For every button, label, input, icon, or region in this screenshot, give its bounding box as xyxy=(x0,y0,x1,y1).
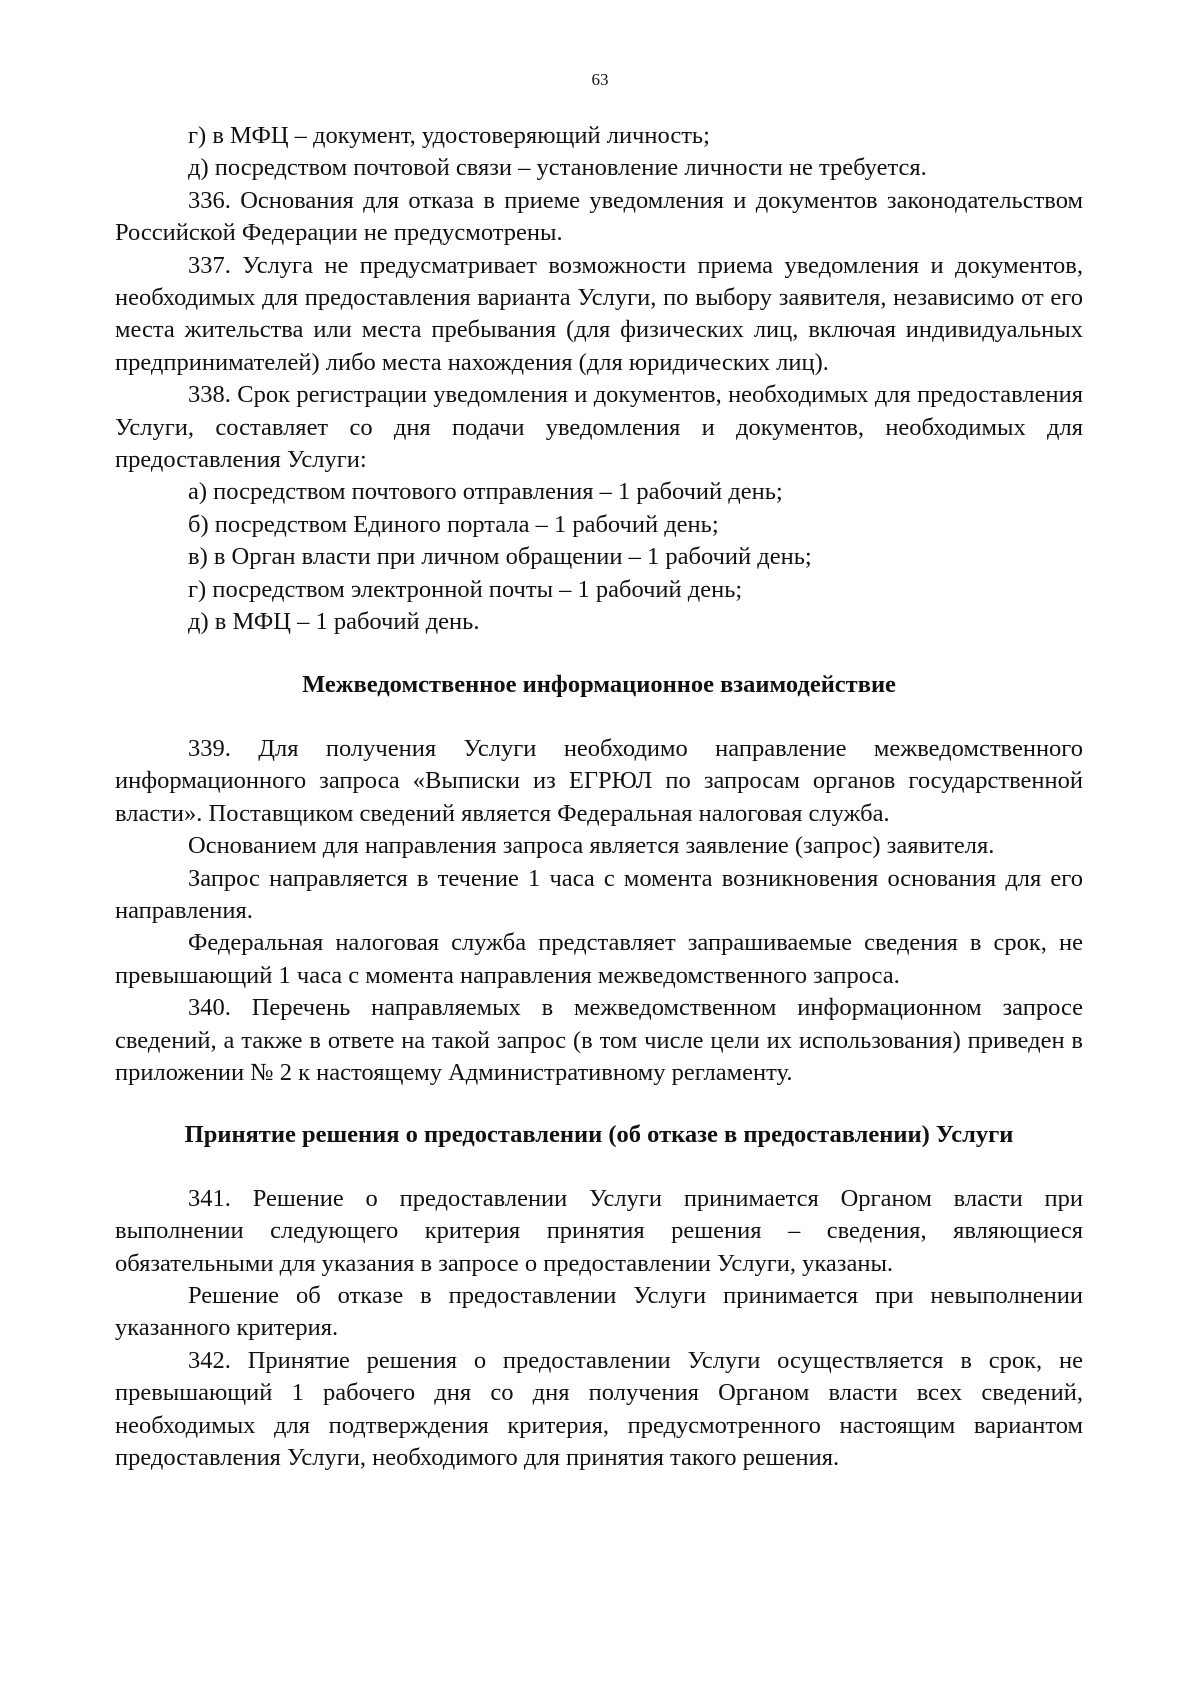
list-item-a: а) посредством почтового отправления – 1 рабочий день; xyxy=(188,478,783,506)
list-item-d: д) в МФЦ – 1 рабочий день. xyxy=(188,608,480,636)
list-item-g: г) посредством электронной почты – 1 рабочий день; xyxy=(188,575,743,603)
section-heading-decision: Принятие решения о предоставлении (об отказе в предоставлении) Услуги xyxy=(184,1121,1014,1149)
paragraph-identity-post: д) посредством почтовой связи – установление личности не требуется. xyxy=(188,154,927,182)
list-item-v: в) в Орган власти при личном обращении – 1 рабочий день; xyxy=(188,543,812,571)
paragraph-identity-mfc: г) в МФЦ – документ, удостоверяющий личность; xyxy=(188,122,710,149)
section-heading-interagency: Межведомственное информационное взаимодействие xyxy=(302,670,896,698)
page-number: 63 xyxy=(591,70,609,89)
paragraph-340: 340. Перечень направляемых в межведомственном информационном запросе сведений, а также в ответе на такой запрос (в том числе цели их использования) приведен в приложении № 2 к настоящему Административному регламенту. xyxy=(115,994,1083,1086)
paragraph-336: 336. Основания для отказа в приеме уведомления и документов законодательством Российской Федерации не предусмотрены. xyxy=(115,186,1083,247)
paragraph-342: 342. Принятие решения о предоставлении Услуги осуществляется в срок, не превышающий 1 рабочего дня со дня получения Органом власти всех сведений, необходимых для подтверждения критерия, предусмотренного настоящим вариантом предоставления Услуги, необходимого для принятия такого решения. xyxy=(115,1346,1083,1472)
paragraph-341: 341. Решение о предоставлении Услуги принимается Органом власти при выполнении следующего критерия принятия решения – сведения, являющиеся обязательными для указания в запросе о предоставлении Услуги, указаны. xyxy=(115,1184,1083,1277)
list-item-b: б) посредством Единого портала – 1 рабочий день; xyxy=(188,510,719,538)
paragraph-337: 337. Услуга не предусматривает возможности приема уведомления и документов, необходимых для предоставления варианта Услуги, по выбору заявителя, независимо от его места жительства или места пребывания (для физических лиц, включая индивидуальных предпринимателей) либо места нахождения (для юридических лиц). xyxy=(115,251,1083,376)
document-body xyxy=(115,120,1083,1474)
paragraph-refusal: Решение об отказе в предоставлении Услуги принимается при невыполнении указанного критерия. xyxy=(115,1282,1083,1342)
paragraph-fns-response: Федеральная налоговая служба представляет запрашиваемые сведения в срок, не превышающий 1 часа с момента направления межведомственного запроса. xyxy=(115,929,1083,989)
paragraph-request-basis: Основанием для направления запроса является заявление (запрос) заявителя. xyxy=(188,832,995,860)
paragraph-request-timing: Запрос направляется в течение 1 часа с момента возникновения основания для его направления. xyxy=(115,864,1083,924)
paragraph-338: 338. Срок регистрации уведомления и документов, необходимых для предоставления Услуги, составляет со дня подачи уведомления и документов, необходимых для предоставления Услуги: xyxy=(115,381,1083,474)
paragraph-339: 339. Для получения Услуги необходимо направление межведомственного информационного запроса «Выписки из ЕГРЮЛ по запросам органов государственной власти». Поставщиком сведений является Федеральная налоговая служба. xyxy=(115,734,1083,827)
